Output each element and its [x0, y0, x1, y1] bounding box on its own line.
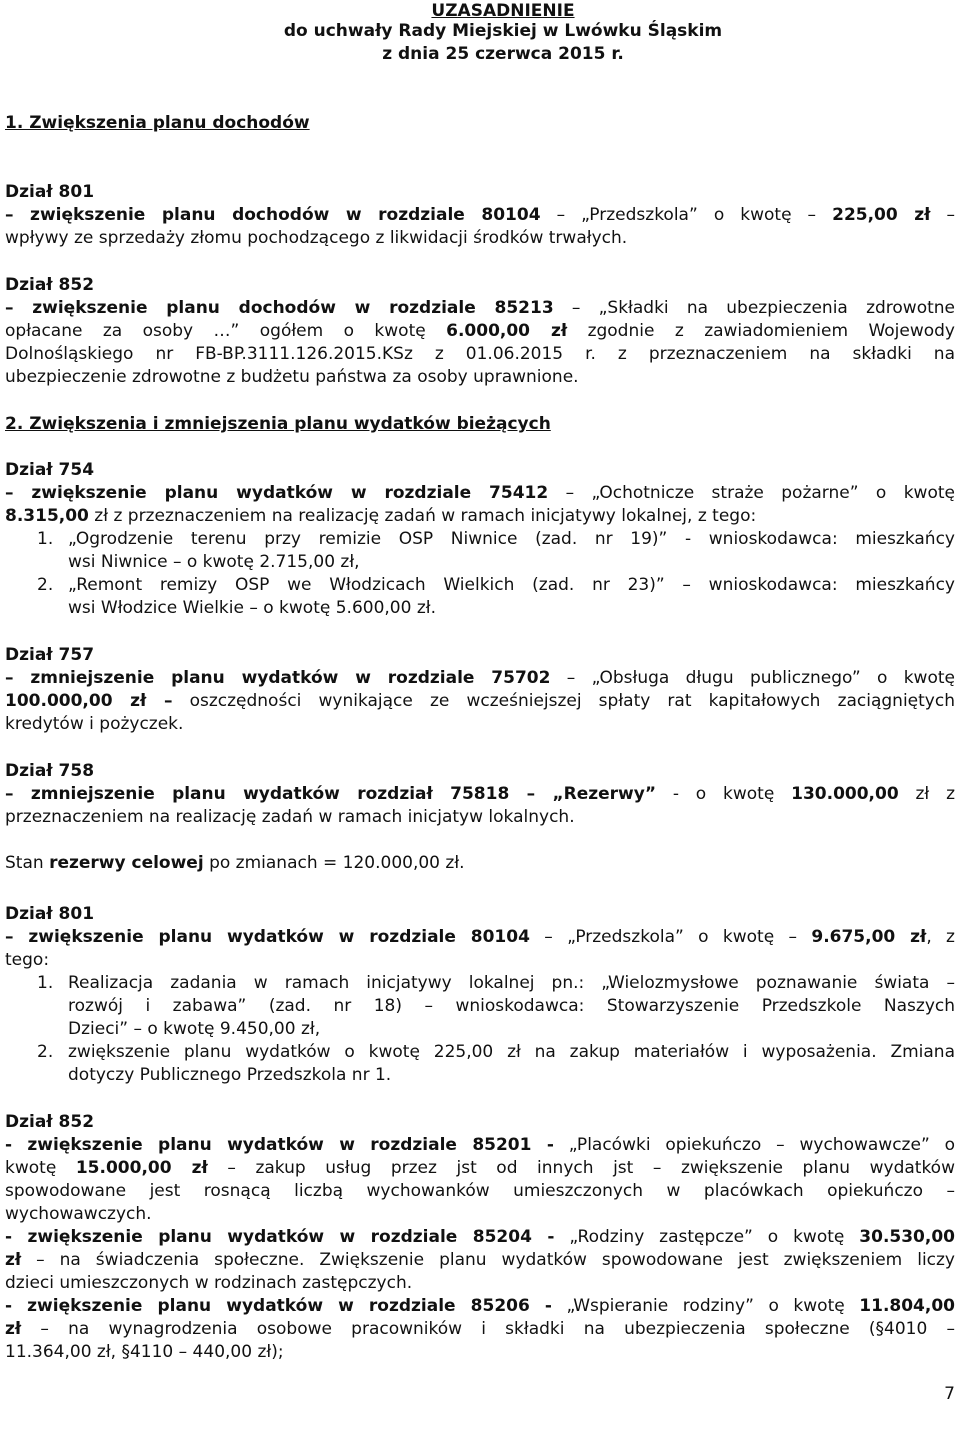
- s2-dzial-852-label: Dział 852: [5, 1112, 95, 1132]
- s2-852-p3-line-1: [5, 1295, 955, 1318]
- s1-dzial-852-line-1: [5, 297, 955, 320]
- s2-801-rozdzial: – zwiększenie planu wydatków w rozdziale 80104: [5, 927, 530, 947]
- s2-801-item-2-line-1: zwiększenie planu wydatków o kwotę 225,00 zł na zakup materiałów i wyposażenia. Zmiana: [68, 1042, 955, 1062]
- s2-852-p1-kwote: kwotę: [5, 1158, 76, 1178]
- s2-dzial-757-line-3: kredytów i pożyczek.: [5, 714, 184, 734]
- s2-dzial-757-label: Dział 757: [5, 645, 95, 665]
- s2-757-amount: 100.000,00 zł –: [5, 691, 173, 711]
- s2-852-p3-amount: 11.804,00: [859, 1296, 955, 1316]
- s1-852-amount: 6.000,00 zł: [446, 321, 568, 341]
- s2-757-text-2: oszczędności wynikające ze wcześniejszej spłaty rat kapitałowych zaciągniętych: [172, 691, 955, 711]
- resolution-date: z dnia 25 czerwca 2015 r.: [382, 44, 624, 64]
- s2-801-item-1-line-2: rozwój i zabawa” (zad. nr 18) – wnioskodawca: Stowarzyszenie Przedszkole Naszych: [68, 996, 955, 1016]
- s2-754-item-2-line-2: wsi Włodzice Wielkie – o kwotę 5.600,00 zł.: [68, 598, 436, 618]
- s2-dzial-754-line-1: [5, 482, 955, 505]
- s2-801-item-1-number: 1.: [37, 973, 54, 993]
- s2-801-item-1-line-1: Realizacja zadania w ramach inicjatywy lokalnej pn.: „Wielozmysłowe poznawanie świata –: [68, 973, 955, 993]
- s2-801-item-2-number: 2.: [37, 1042, 54, 1062]
- s1-801-dash: –: [930, 205, 956, 225]
- s2-852-p2-line-1: [5, 1226, 955, 1249]
- s2-852-p2-line-3: dzieci umieszczonych w rodzinach zastępczych.: [5, 1273, 413, 1293]
- s2-758-reserve-status: [5, 852, 465, 875]
- s2-801-amount: 9.675,00 zł: [811, 927, 927, 947]
- s1-852-text-2c: zgodnie z zawiadomieniem Wojewody: [567, 321, 955, 341]
- s2-852-p1-line-4: wychowawczych.: [5, 1204, 152, 1224]
- s2-801-text: – „Przedszkola” o kwotę –: [529, 927, 812, 947]
- s2-852-p1-rozdzial: - zwiększenie planu wydatków w rozdziale 85201 -: [5, 1135, 554, 1155]
- s1-801-rozdzial: – zwiększenie planu dochodów w rozdziale 80104: [5, 205, 541, 225]
- s2-852-p3-rozdzial: - zwiększenie planu wydatków w rozdziale 85206 -: [5, 1296, 552, 1316]
- s2-852-p1-text: „Placówki opiekuńczo – wychowawcze” o: [553, 1135, 955, 1155]
- s2-754-item-2-number: 2.: [37, 575, 54, 595]
- s2-757-rozdzial: – zmniejszenie planu wydatków w rozdziale 75702: [5, 668, 551, 688]
- s2-754-item-1-line-1: „Ogrodzenie terenu przy remizie OSP Niwnice (zad. nr 19)” - wnioskodawca: mieszkańcy: [68, 529, 955, 549]
- document-title: UZASADNIENIE: [431, 1, 575, 21]
- s2-852-p1-line-3: spowodowane jest rosnącą liczbą wychowanków umieszczonych w placówkach opiekuńczo –: [5, 1181, 955, 1201]
- reserve-status-prefix: Stan: [5, 853, 50, 873]
- s1-dzial-852-line-3: Dolnośląskiego nr FB-BP.3111.126.2015.KSz z 01.06.2015 r. z przeznaczeniem na składki na: [5, 344, 955, 364]
- s1-dzial-852-line-4: ubezpieczenie zdrowotne z budżetu państwa za osoby uprawnione.: [5, 367, 579, 387]
- s2-dzial-754-line-2: [5, 505, 756, 528]
- s2-852-p2-text-2: – na świadczenia społeczne. Zwiększenie planu wydatków spowodowane jest zwiększeniem liczy: [21, 1250, 955, 1270]
- s2-dzial-758-label: Dział 758: [5, 761, 95, 781]
- s2-754-rozdzial: – zwiększenie planu wydatków w rozdziale 75412: [5, 483, 549, 503]
- s2-dzial-801-line-1: [5, 926, 955, 949]
- s2-852-p1-text-2: – zakup usług przez jst od innych jst – zwiększenie planu wydatków: [207, 1158, 955, 1178]
- s1-dzial-852-line-2: [5, 320, 955, 343]
- s2-754-text: – „Ochotnicze straże pożarne” o kwotę: [548, 483, 955, 503]
- s2-dzial-801-label: Dział 801: [5, 904, 95, 924]
- s2-852-p3-zl: zł: [5, 1319, 22, 1339]
- s2-852-p3-line-2: [5, 1318, 955, 1341]
- section-2-heading: 2. Zwiększenia i zmniejszenia planu wydatków bieżących: [5, 414, 551, 434]
- s2-852-p3-line-3: 11.364,00 zł, §4110 – 440,00 zł);: [5, 1342, 284, 1362]
- s1-852-rozdzial: – zwiększenie planu dochodów w rozdziale 85213: [5, 298, 554, 318]
- s2-852-p3-text: „Wspieranie rodziny” o kwotę: [551, 1296, 860, 1316]
- s2-801-item-1-line-3: Dzieci” – o kwotę 9.450,00 zł,: [68, 1019, 321, 1039]
- s2-dzial-758-line-1: [5, 783, 955, 806]
- page-number: 7: [944, 1384, 955, 1404]
- s2-852-p1-amount: 15.000,00 zł: [75, 1158, 208, 1178]
- s2-dzial-757-line-2: [5, 690, 955, 713]
- s2-758-text-z: zł z: [898, 784, 955, 804]
- s2-754-text-2: zł z przeznaczeniem na realizację zadań w ramach inicjatywy lokalnej, z tego:: [88, 506, 757, 526]
- s2-852-p3-text-2: – na wynagrodzenia osobowe pracowników i składki na ubezpieczenia społeczne (§4010 –: [21, 1319, 955, 1339]
- s1-dzial-801-label: Dział 801: [5, 182, 95, 202]
- s1-dzial-801-line-2: wpływy ze sprzedaży złomu pochodzącego z likwidacji środków trwałych.: [5, 228, 628, 248]
- s2-852-p2-line-2: [5, 1249, 955, 1272]
- reserve-status-label: rezerwy celowej: [49, 853, 204, 873]
- s1-852-text: – „Składki na ubezpieczenia zdrowotne: [553, 298, 956, 318]
- s2-801-text-z: , z: [926, 927, 955, 947]
- s2-754-item-2-line-1: „Remont remizy OSP we Włodzicach Wielkich (zad. nr 23)” – wnioskodawca: mieszkańcy: [68, 575, 955, 595]
- s2-852-p1-line-1: [5, 1134, 955, 1157]
- s2-852-p2-text: „Rodziny zastępcze” o kwotę: [554, 1227, 860, 1247]
- s1-dzial-801-line-1: [5, 204, 955, 227]
- s2-852-p2-amount: 30.530,00: [859, 1227, 955, 1247]
- s2-757-text: – „Obsługa długu publicznego” o kwotę: [550, 668, 955, 688]
- s2-dzial-757-line-1: [5, 667, 955, 690]
- s2-852-p2-rozdzial: - zwiększenie planu wydatków w rozdziale 85204 -: [5, 1227, 555, 1247]
- s1-801-text: – „Przedszkola” o kwotę –: [540, 205, 833, 225]
- s2-754-item-1-line-2: wsi Niwnice – o kwotę 2.715,00 zł,: [68, 552, 360, 572]
- s1-852-text-2a: opłacane za osoby …” ogółem o kwotę: [5, 321, 447, 341]
- reserve-status-value: po zmianach = 120.000,00 zł.: [203, 853, 465, 873]
- s1-dzial-852-label: Dział 852: [5, 275, 95, 295]
- s2-852-p1-line-2: [5, 1157, 955, 1180]
- s2-dzial-801-line-2: tego:: [5, 950, 50, 970]
- s2-dzial-754-label: Dział 754: [5, 460, 95, 480]
- s2-801-item-2-line-2: dotyczy Publicznego Przedszkola nr 1.: [68, 1065, 392, 1085]
- s1-801-amount: 225,00 zł: [832, 205, 931, 225]
- s2-758-amount: 130.000,00: [791, 784, 899, 804]
- s2-dzial-758-line-2: przeznaczeniem na realizację zadań w ramach inicjatyw lokalnych.: [5, 807, 575, 827]
- s2-754-item-1-number: 1.: [37, 529, 54, 549]
- s2-754-amount: 8.315,00: [5, 506, 89, 526]
- s2-758-rozdzial: – zmniejszenie planu wydatków rozdział 75818 – „Rezerwy”: [5, 784, 657, 804]
- s2-758-text: - o kwotę: [656, 784, 792, 804]
- s2-852-p2-zl: zł: [5, 1250, 22, 1270]
- resolution-reference: do uchwały Rady Miejskiej w Lwówku Śląskim: [283, 21, 723, 41]
- section-1-heading: 1. Zwiększenia planu dochodów: [5, 113, 310, 133]
